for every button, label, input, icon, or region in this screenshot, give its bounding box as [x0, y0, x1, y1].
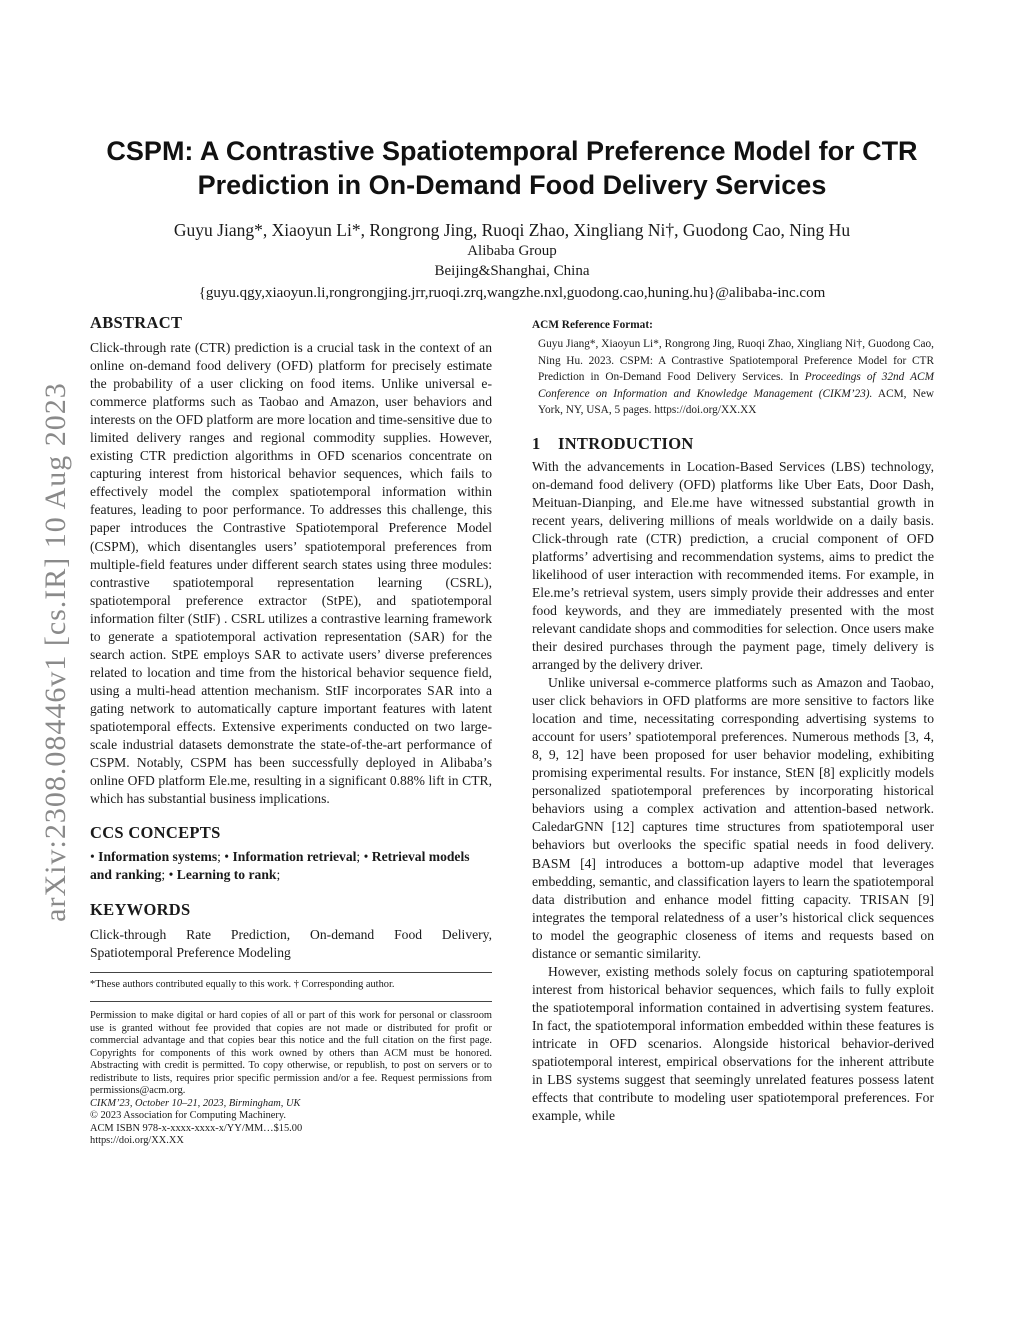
paper-title	[60, 134, 964, 202]
intro-paragraph-3: However, existing methods solely focus on capturing spatiotemporal interest from historical behavior sequences, which fails to fully exploit the spatiotemporal information contained in advertising system features. In fact, the spatiotemporal information embedded within these features is intricate in OFD scenarios. Alongside historical behavior-derived spatiotemporal interest, empirical observations for the inherent attribute in LBS systems suggest that seemingly unrelated features possess latent effects that contribute to modeling user spatiotemporal preferences. For example, while	[532, 963, 934, 1124]
author-list: Guyu Jiang*, Xiaoyun Li*, Rongrong Jing, Ruoqi Zhao, Xingliang Ni†, Guodong Cao, Ning Hu	[173, 220, 851, 240]
conference-info: CIKM’23, October 10–21, 2023, Birmingham, UK	[90, 1097, 301, 1109]
abstract-text: Click-through rate (CTR) prediction is a crucial task in the context of an online on-demand food delivery (OFD) platform for precisely estimate the probability of a user clicking on food items. Unlike universal e-commerce platforms such as Taobao and Amazon, user behaviors and interests on the OFD platform are more location and time-sensitive due to limited delivery ranges and regional commodity supplies. However, existing CTR prediction algorithms in OFD scenarios concentrate on capturing interest from historical behavior sequences, which fails to effectively model the complex spatiotemporal information within features, leading to poor performance. To addresses this challenge, this paper introduces the Contrastive Spatiotemporal Preference Model (CSPM), which disentangles users’ spatiotemporal preferences from multiple-field features under different search states using three modules: contrastive spatiotemporal representation learning (CSRL), spatiotemporal preference extractor (StPE), and spatiotemporal information filter (StIF) . CSRL utilizes a contrastive learning framework to generate a spatiotemporal activation representation (SAR) for the search action. StPE employs SAR to activate users’ diverse preferences related to location and time from the historical behavior sequence field, using a multi-head attention mechanism. StIF incorporates SAR into a gating network to automatically capture important features with latent spatiotemporal effects. Extensive experiments conducted on two large-scale industrial datasets demonstrate the state-of-the-art performance of CSPM. Notably, CSPM has been successfully deployed in Alibaba’s online OFD platform Ele.me, resulting in a significant 0.88% lift in CTR, which has substantial business implications.	[90, 340, 492, 807]
section-title: INTRODUCTION	[558, 433, 694, 453]
right-column	[532, 318, 934, 1125]
copyright: © 2023 Association for Computing Machinery.	[90, 1110, 286, 1122]
title-line-2: Prediction in On-Demand Food Delivery Services	[197, 170, 827, 200]
permission-divider	[90, 1001, 492, 1002]
ccs-item: Information retrieval	[232, 849, 357, 865]
acm-ref-proceedings: Proceedings of 32nd ACM Conference on Information and Knowledge Management (CIKM’23).	[538, 371, 935, 400]
abstract-heading: ABSTRACT	[90, 313, 183, 332]
author-emails: {guyu.qgy,xiaoyun.li,rongrongjing.jrr,ruoqi.zrq,wangzhe.nxl,guodong.cao,huning.hu}@alibaba-inc.com	[198, 285, 826, 301]
ccs-item: Learning to rank	[176, 867, 277, 883]
isbn: ACM ISBN 978-x-xxxx-xxxx-x/YY/MM…$15.00	[90, 1122, 303, 1134]
doi-link[interactable]: https://doi.org/XX.XX	[90, 1135, 184, 1147]
acm-ref-post: ACM, New York, NY, USA, 5 pages. https://doi.org/XX.XX	[538, 387, 934, 416]
ccs-item: Retrieval models and ranking	[90, 849, 470, 883]
acm-reference-heading: ACM Reference Format:	[532, 319, 653, 331]
location: Beijing&Shanghai, China	[434, 263, 590, 279]
footnote-divider	[90, 972, 492, 973]
ccs-item: Information systems	[98, 849, 218, 865]
title-line-1: CSPM: A Contrastive Spatiotemporal Preference Model for CTR	[106, 136, 918, 166]
acm-reference-text	[538, 336, 934, 419]
section-number: 1	[532, 433, 541, 453]
keywords-heading: KEYWORDS	[90, 899, 191, 919]
arxiv-identifier: arXiv:2308.08446v1 [cs.IR] 10 Aug 2023	[39, 382, 72, 922]
keywords-text: Click-through Rate Prediction, On-demand Food Delivery, Spatiotemporal Preference Modeling	[90, 926, 492, 960]
affiliation: Alibaba Group	[467, 243, 557, 259]
ccs-heading: CCS CONCEPTS	[90, 823, 221, 843]
acm-ref-pre: Guyu Jiang*, Xiaoyun Li*, Rongrong Jing, Ruoqi Zhao, Xingliang Ni†, Guodong Cao, Ning Hu. 2023. CSPM: A Contrastive Spatiotemporal Preference Model for CTR Prediction in On-Demand Food Delivery Services. In	[538, 338, 934, 383]
intro-heading	[532, 433, 934, 455]
ccs-concepts: • Information systems; • Information retrieval; • Retrieval models and ranking; • Learning to rank;	[90, 849, 470, 883]
permission-notice: Permission to make digital or hard copies of all or part of this work for personal or classroom use is granted without fee provided that copies are not made or distributed for profit or commercial advantage and that copies bear this notice and the full citation on the first page. Copyrights for components of this work owned by others than ACM must be honored. Abstracting with credit is permitted. To copy otherwise, or republish, to post on servers or to redistribute to lists, requires prior specific permission and/or a fee. Request permissions from permissions@acm.org.	[90, 1010, 492, 1097]
intro-paragraph-2: Unlike universal e-commerce platforms such as Amazon and Taobao, user click behaviors in OFD platforms are more sensitive to factors like location and time, necessitating corresponding advertising systems to account for users’ spatiotemporal preferences. Numerous methods [3, 4, 8, 9, 12] have been proposed for user behavior modeling, exhibiting promising experimental results. For instance, StEN [8] explicitly models personalized spatiotemporal preferences by incorporating historical behaviors using a complex activation and attention-based network. CaledarGNN [12] captures time structures from spatiotemporal user behaviors but overlooks the specific spatial needs in food delivery. BASM [4] introduces a bottom-up adaptive model that leverages embedding, semantic, and classification layers to learn the spatiotemporal data distribution and enhance model fitting capacity. TRISAN [9] integrates the temporal relatedness of a user’s historical click sequences to model the geographic closeness of items and requests based on distance or semantic similarity.	[532, 675, 934, 961]
footnote: *These authors contributed equally to this work. † Corresponding author.	[90, 978, 395, 990]
left-column	[90, 312, 492, 1148]
intro-paragraph-1: With the advancements in Location-Based Services (LBS) technology, on-demand food delivery (OFD) platforms like Uber Eats, Door Dash, Meituan-Dianping, and Ele.me have witnessed substantial growth in recent years, delivering millions of meals worldwide on a daily basis. Click-through rate (CTR) prediction, a crucial component of OFD platforms’ advertising and recommendation systems, aims to predict the likelihood of user interaction with recommended items. For example, in Ele.me’s retrieval system, users simply provide their addresses and enter food keywords, and they are immediately presented with the most relevant candidate shops and commodities for selection. Once users make their desired purchases through the payment page, timely delivery is arranged by the delivery driver.	[532, 458, 934, 673]
